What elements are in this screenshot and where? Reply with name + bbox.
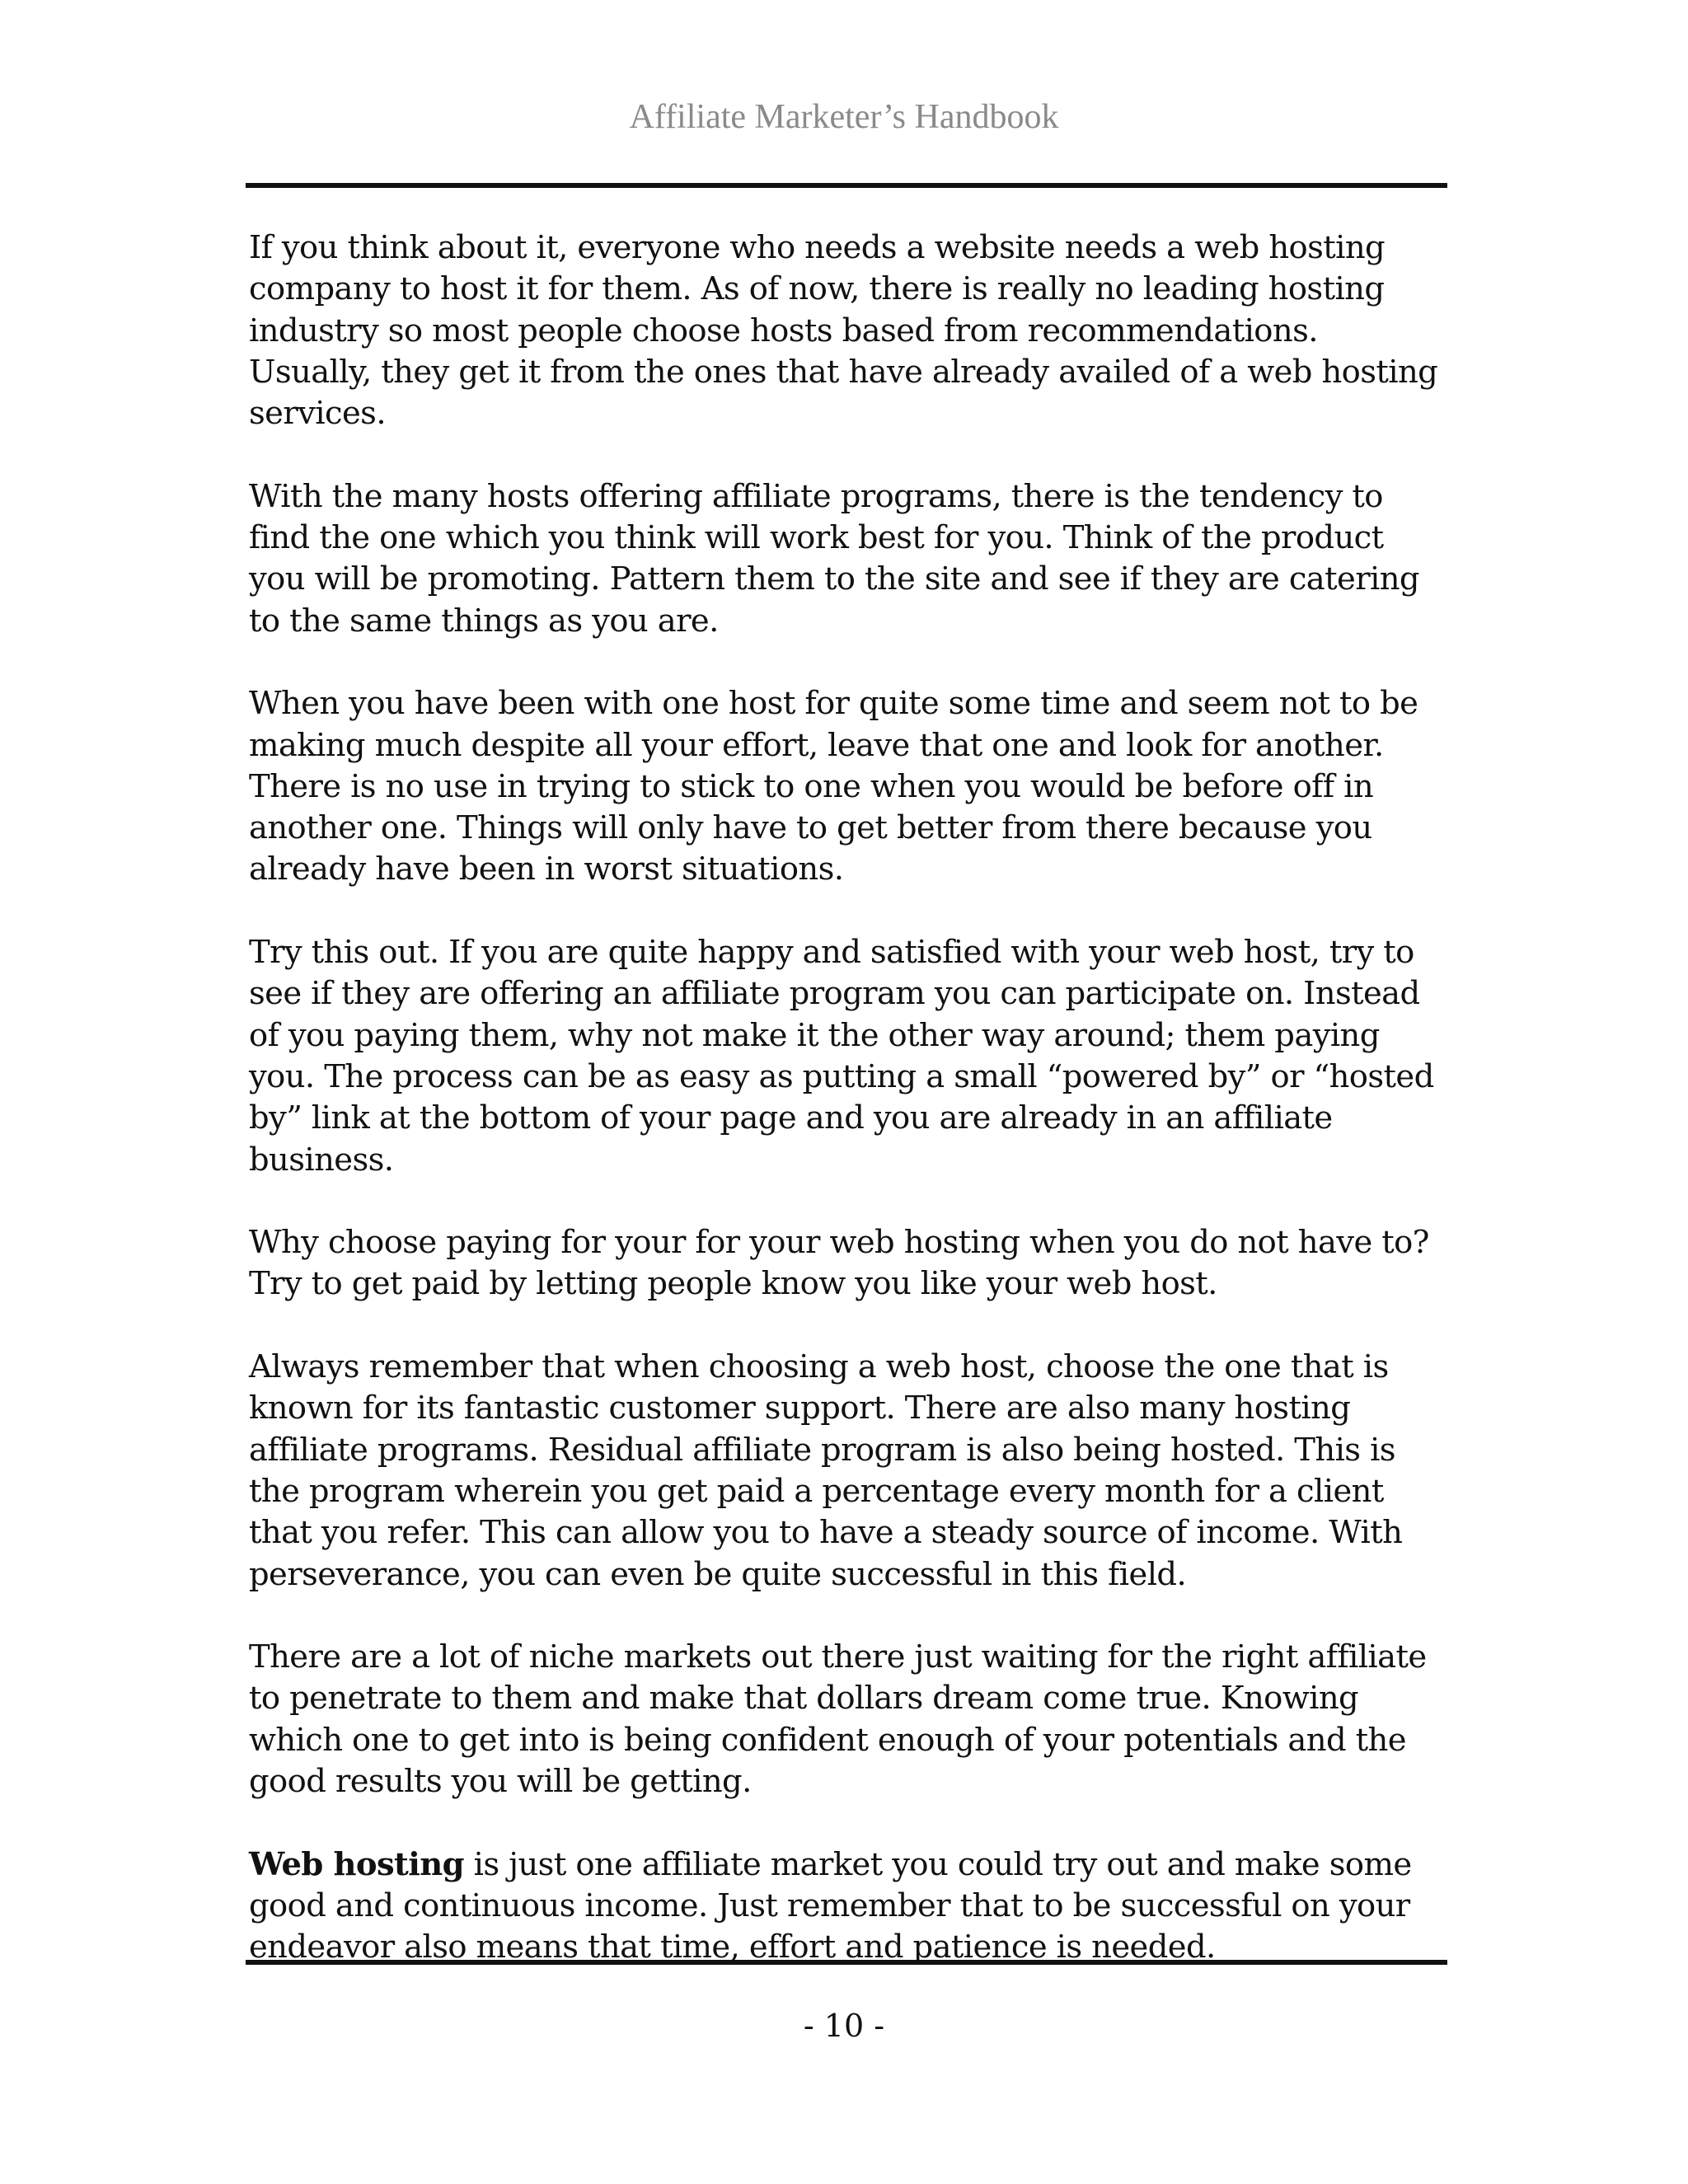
paragraph-6: Always remember that when choosing a web host, choose the one that is known for its fantastic customer support. There are also many hosting affiliate programs. Residual affiliate program is also being hosted. This is the program wherein you get paid a percentage every month for a client that you refer. This can allow you to have a steady source of income. With perseverance, you can even be quite successful in this field. — [249, 1348, 1403, 1593]
header-divider — [246, 183, 1447, 188]
body-text — [249, 227, 1444, 1968]
paragraph-4: Try this out. If you are quite happy and satisfied with your web host, try to see if they are offering an affiliate program you can participate on. Instead of you paying them, why not make it the other way around; them paying you. The process can be as easy as putting a small “powered by” or “hosted by” link at the bottom of your page and you are already in an affiliate business. — [249, 934, 1434, 1179]
paragraph-8 — [249, 1844, 1444, 1969]
paragraph-1: If you think about it, everyone who needs a website needs a web hosting company to host it for them. As of now, there is really no leading hosting industry so most people choose hosts based from recommendations. Usually, they get it from the ones that have already availed of a web hosting services. — [249, 229, 1438, 433]
paragraph-7: There are a lot of niche markets out there just waiting for the right affiliate to penetrate to them and make that dollars dream come true. Knowing which one to get into is being confident enough of your potentials and the good results you will be getting. — [249, 1638, 1427, 1800]
paragraph-3: When you have been with one host for quite some time and seem not to be making much despite all your effort, leave that one and look for another. There is no use in trying to stick to one when you would be before off in another one. Things will only have to get better from there because you already have been in worst situations. — [249, 685, 1418, 888]
paragraph-2: With the many hosts offering affiliate programs, there is the tendency to find the one which you think will work best for you. Think of the product you will be promoting. Pattern them to the site and see if they are catering to the same things as you are. — [249, 477, 1419, 640]
paragraph-8-rest: is just one affiliate market you could try out and make some good and continuous income. Just remember that to be successful on your endeavor also means that time, effort and patience is needed. — [249, 1845, 1412, 1966]
footer-divider — [246, 1960, 1447, 1965]
bold-lead-text: Web hosting — [249, 1845, 464, 1883]
paragraph-5: Why choose paying for your for your web hosting when you do not have to? Try to get paid by letting people know you like your web host. — [249, 1224, 1429, 1303]
running-header-title: Affiliate Marketer’s Handbook — [629, 98, 1059, 136]
page-number: - 10 - — [803, 2008, 885, 2044]
